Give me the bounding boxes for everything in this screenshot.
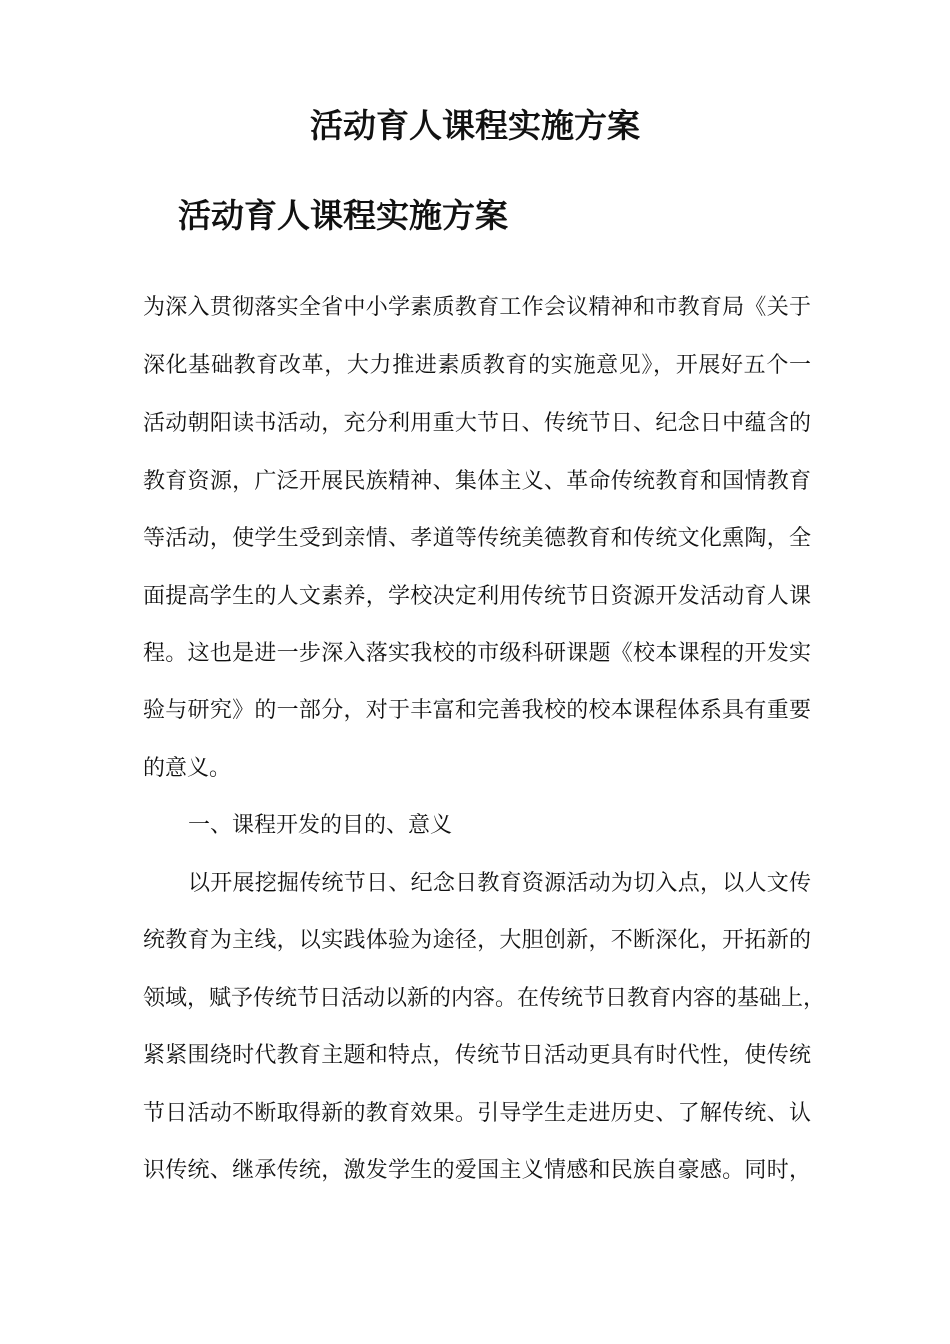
- document-subtitle: 活动育人课程实施方案: [178, 196, 508, 235]
- section-line: 统教育为主线，以实践体验为途径，大胆创新，不断深化，开拓新的: [143, 928, 811, 953]
- intro-line: 教育资源，广泛开展民族精神、集体主义、革命传统教育和国情教育: [143, 469, 811, 494]
- section-line: 节日活动不断取得新的教育效果。引导学生走进历史、了解传统、认: [143, 1101, 811, 1126]
- intro-line: 活动朝阳读书活动，充分利用重大节日、传统节日、纪念日中蕴含的: [143, 411, 811, 436]
- intro-line: 等活动，使学生受到亲情、孝道等传统美德教育和传统文化熏陶，全: [143, 526, 811, 551]
- document-title: 活动育人课程实施方案: [310, 106, 640, 145]
- section-line: 以开展挖掘传统节日、纪念日教育资源活动为切入点，以人文传: [188, 871, 811, 896]
- intro-line: 程。这也是进一步深入落实我校的市级科研课题《校本课程的开发实: [143, 641, 811, 666]
- section-heading: 一、课程开发的目的、意义: [188, 813, 453, 838]
- intro-line: 验与研究》的一部分，对于丰富和完善我校的校本课程体系具有重要: [143, 698, 811, 723]
- section-line: 识传统、继承传统，激发学生的爱国主义情感和民族自豪感。同时，: [143, 1158, 811, 1183]
- intro-line: 的意义。: [143, 756, 232, 781]
- section-line: 紧紧围绕时代教育主题和特点，传统节日活动更具有时代性，使传统: [143, 1043, 811, 1068]
- intro-line: 面提高学生的人文素养，学校决定利用传统节日资源开发活动育人课: [143, 584, 811, 609]
- section-line: 领域，赋予传统节日活动以新的内容。在传统节日教育内容的基础上，: [143, 986, 826, 1011]
- intro-line: 深化基础教育改革，大力推进素质教育的实施意见》，开展好五个一: [143, 353, 811, 378]
- intro-line: 为深入贯彻落实全省中小学素质教育工作会议精神和市教育局《关于: [143, 295, 811, 320]
